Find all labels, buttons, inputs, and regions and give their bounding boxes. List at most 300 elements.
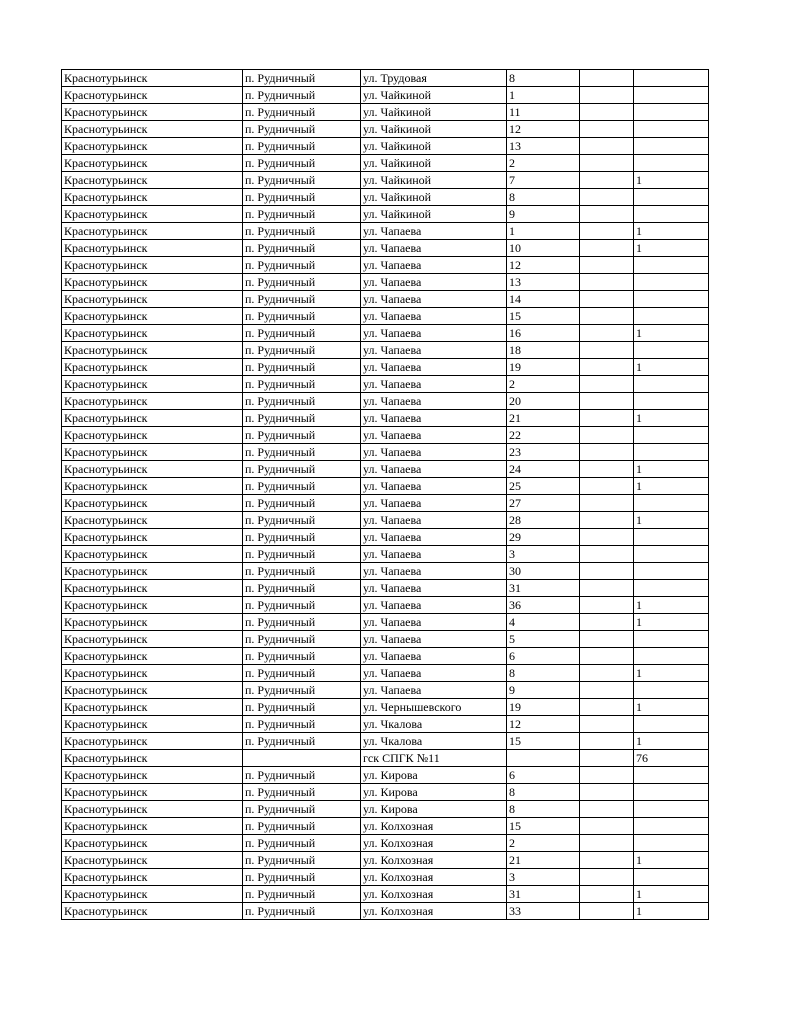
house-number-cell: 36 xyxy=(507,597,580,614)
settlement-cell: п. Рудничный xyxy=(243,461,361,478)
house-number-cell: 2 xyxy=(507,376,580,393)
count-cell xyxy=(634,257,709,274)
empty-cell xyxy=(580,138,634,155)
house-number-cell: 22 xyxy=(507,427,580,444)
empty-cell xyxy=(580,495,634,512)
empty-cell xyxy=(580,87,634,104)
empty-cell xyxy=(580,648,634,665)
street-cell: ул. Чапаева xyxy=(361,240,507,257)
table-row xyxy=(62,512,709,529)
count-cell xyxy=(634,716,709,733)
count-cell xyxy=(634,495,709,512)
table-row xyxy=(62,631,709,648)
table-row xyxy=(62,835,709,852)
table-row xyxy=(62,852,709,869)
house-number-cell: 31 xyxy=(507,580,580,597)
table-row xyxy=(62,189,709,206)
street-cell: ул. Чапаева xyxy=(361,580,507,597)
table-row xyxy=(62,393,709,410)
house-number-cell: 30 xyxy=(507,563,580,580)
table-row xyxy=(62,206,709,223)
city-cell: Краснотурьинск xyxy=(62,529,243,546)
table-row xyxy=(62,359,709,376)
table-row xyxy=(62,325,709,342)
house-number-cell: 12 xyxy=(507,121,580,138)
table-row xyxy=(62,546,709,563)
count-cell: 1 xyxy=(634,410,709,427)
count-cell: 1 xyxy=(634,733,709,750)
count-cell: 1 xyxy=(634,614,709,631)
house-number-cell: 13 xyxy=(507,274,580,291)
city-cell: Краснотурьинск xyxy=(62,886,243,903)
empty-cell xyxy=(580,529,634,546)
city-cell: Краснотурьинск xyxy=(62,716,243,733)
table-row xyxy=(62,291,709,308)
table-row xyxy=(62,886,709,903)
house-number-cell: 29 xyxy=(507,529,580,546)
street-cell: ул. Чапаева xyxy=(361,563,507,580)
house-number-cell: 6 xyxy=(507,767,580,784)
settlement-cell: п. Рудничный xyxy=(243,410,361,427)
count-cell xyxy=(634,682,709,699)
empty-cell xyxy=(580,801,634,818)
house-number-cell: 11 xyxy=(507,104,580,121)
empty-cell xyxy=(580,580,634,597)
settlement-cell: п. Рудничный xyxy=(243,801,361,818)
street-cell: ул. Колхозная xyxy=(361,818,507,835)
count-cell xyxy=(634,563,709,580)
street-cell: ул. Чапаева xyxy=(361,665,507,682)
table-row xyxy=(62,682,709,699)
count-cell: 1 xyxy=(634,223,709,240)
settlement-cell: п. Рудничный xyxy=(243,240,361,257)
count-cell xyxy=(634,869,709,886)
city-cell: Краснотурьинск xyxy=(62,648,243,665)
house-number-cell: 27 xyxy=(507,495,580,512)
city-cell: Краснотурьинск xyxy=(62,427,243,444)
settlement-cell: п. Рудничный xyxy=(243,665,361,682)
count-cell: 1 xyxy=(634,597,709,614)
street-cell: ул. Чапаева xyxy=(361,325,507,342)
street-cell: ул. Колхозная xyxy=(361,903,507,920)
settlement-cell: п. Рудничный xyxy=(243,852,361,869)
house-number-cell: 9 xyxy=(507,682,580,699)
table-row xyxy=(62,308,709,325)
table-row xyxy=(62,70,709,87)
table-row xyxy=(62,155,709,172)
city-cell: Краснотурьинск xyxy=(62,767,243,784)
house-number-cell: 21 xyxy=(507,852,580,869)
city-cell: Краснотурьинск xyxy=(62,461,243,478)
count-cell xyxy=(634,784,709,801)
table-row xyxy=(62,444,709,461)
count-cell xyxy=(634,104,709,121)
count-cell xyxy=(634,648,709,665)
city-cell: Краснотурьинск xyxy=(62,444,243,461)
house-number-cell: 6 xyxy=(507,648,580,665)
settlement-cell xyxy=(243,750,361,767)
city-cell: Краснотурьинск xyxy=(62,104,243,121)
city-cell: Краснотурьинск xyxy=(62,614,243,631)
street-cell: ул. Чайкиной xyxy=(361,87,507,104)
street-cell: ул. Чапаева xyxy=(361,597,507,614)
table-row xyxy=(62,580,709,597)
table-row xyxy=(62,104,709,121)
count-cell: 1 xyxy=(634,172,709,189)
street-cell: ул. Чайкиной xyxy=(361,121,507,138)
empty-cell xyxy=(580,189,634,206)
city-cell: Краснотурьинск xyxy=(62,172,243,189)
city-cell: Краснотурьинск xyxy=(62,308,243,325)
table-row xyxy=(62,665,709,682)
empty-cell xyxy=(580,784,634,801)
street-cell: ул. Чайкиной xyxy=(361,155,507,172)
house-number-cell: 14 xyxy=(507,291,580,308)
table-row xyxy=(62,121,709,138)
settlement-cell: п. Рудничный xyxy=(243,903,361,920)
house-number-cell: 9 xyxy=(507,206,580,223)
count-cell xyxy=(634,835,709,852)
city-cell: Краснотурьинск xyxy=(62,699,243,716)
table-row xyxy=(62,801,709,818)
table-row xyxy=(62,716,709,733)
table-row xyxy=(62,563,709,580)
settlement-cell: п. Рудничный xyxy=(243,818,361,835)
settlement-cell: п. Рудничный xyxy=(243,699,361,716)
count-cell: 76 xyxy=(634,750,709,767)
count-cell xyxy=(634,87,709,104)
count-cell xyxy=(634,342,709,359)
count-cell xyxy=(634,155,709,172)
house-number-cell: 8 xyxy=(507,801,580,818)
empty-cell xyxy=(580,546,634,563)
settlement-cell: п. Рудничный xyxy=(243,359,361,376)
settlement-cell: п. Рудничный xyxy=(243,733,361,750)
settlement-cell: п. Рудничный xyxy=(243,325,361,342)
empty-cell xyxy=(580,393,634,410)
empty-cell xyxy=(580,206,634,223)
city-cell: Краснотурьинск xyxy=(62,223,243,240)
street-cell: ул. Чапаева xyxy=(361,444,507,461)
city-cell: Краснотурьинск xyxy=(62,325,243,342)
street-cell: ул. Колхозная xyxy=(361,869,507,886)
house-number-cell: 8 xyxy=(507,665,580,682)
count-cell xyxy=(634,206,709,223)
street-cell: ул. Чапаева xyxy=(361,393,507,410)
table-row xyxy=(62,903,709,920)
street-cell: ул. Чапаева xyxy=(361,495,507,512)
count-cell xyxy=(634,70,709,87)
count-cell: 1 xyxy=(634,512,709,529)
house-number-cell: 20 xyxy=(507,393,580,410)
table-row xyxy=(62,767,709,784)
empty-cell xyxy=(580,716,634,733)
settlement-cell: п. Рудничный xyxy=(243,342,361,359)
house-number-cell: 12 xyxy=(507,716,580,733)
city-cell: Краснотурьинск xyxy=(62,189,243,206)
street-cell: ул. Чапаева xyxy=(361,478,507,495)
city-cell: Краснотурьинск xyxy=(62,257,243,274)
empty-cell xyxy=(580,597,634,614)
table-row xyxy=(62,87,709,104)
settlement-cell: п. Рудничный xyxy=(243,257,361,274)
house-number-cell: 33 xyxy=(507,903,580,920)
empty-cell xyxy=(580,121,634,138)
street-cell: ул. Чапаева xyxy=(361,682,507,699)
street-cell: ул. Чапаева xyxy=(361,427,507,444)
street-cell: ул. Чапаева xyxy=(361,631,507,648)
settlement-cell: п. Рудничный xyxy=(243,682,361,699)
empty-cell xyxy=(580,665,634,682)
street-cell: ул. Чапаева xyxy=(361,223,507,240)
street-cell: ул. Чапаева xyxy=(361,359,507,376)
settlement-cell: п. Рудничный xyxy=(243,784,361,801)
house-number-cell: 7 xyxy=(507,172,580,189)
city-cell: Краснотурьинск xyxy=(62,665,243,682)
table-row xyxy=(62,461,709,478)
city-cell: Краснотурьинск xyxy=(62,835,243,852)
city-cell: Краснотурьинск xyxy=(62,852,243,869)
city-cell: Краснотурьинск xyxy=(62,274,243,291)
house-number-cell: 15 xyxy=(507,818,580,835)
house-number-cell: 5 xyxy=(507,631,580,648)
table-row xyxy=(62,733,709,750)
street-cell: ул. Чайкиной xyxy=(361,104,507,121)
house-number-cell: 12 xyxy=(507,257,580,274)
settlement-cell: п. Рудничный xyxy=(243,835,361,852)
street-cell: ул. Чапаева xyxy=(361,529,507,546)
house-number-cell: 8 xyxy=(507,784,580,801)
table-row xyxy=(62,750,709,767)
house-number-cell: 18 xyxy=(507,342,580,359)
count-cell xyxy=(634,580,709,597)
count-cell xyxy=(634,767,709,784)
city-cell: Краснотурьинск xyxy=(62,818,243,835)
empty-cell xyxy=(580,835,634,852)
empty-cell xyxy=(580,478,634,495)
street-cell: ул. Колхозная xyxy=(361,886,507,903)
street-cell: гск СПГК №11 xyxy=(361,750,507,767)
empty-cell xyxy=(580,563,634,580)
house-number-cell: 19 xyxy=(507,359,580,376)
settlement-cell: п. Рудничный xyxy=(243,87,361,104)
count-cell xyxy=(634,393,709,410)
settlement-cell: п. Рудничный xyxy=(243,189,361,206)
empty-cell xyxy=(580,886,634,903)
house-number-cell xyxy=(507,750,580,767)
settlement-cell: п. Рудничный xyxy=(243,155,361,172)
city-cell: Краснотурьинск xyxy=(62,903,243,920)
settlement-cell: п. Рудничный xyxy=(243,223,361,240)
empty-cell xyxy=(580,461,634,478)
count-cell xyxy=(634,818,709,835)
city-cell: Краснотурьинск xyxy=(62,733,243,750)
settlement-cell: п. Рудничный xyxy=(243,546,361,563)
city-cell: Краснотурьинск xyxy=(62,546,243,563)
empty-cell xyxy=(580,512,634,529)
table-row xyxy=(62,648,709,665)
city-cell: Краснотурьинск xyxy=(62,87,243,104)
table-row xyxy=(62,818,709,835)
table-row xyxy=(62,172,709,189)
empty-cell xyxy=(580,750,634,767)
empty-cell xyxy=(580,172,634,189)
city-cell: Краснотурьинск xyxy=(62,240,243,257)
street-cell: ул. Кирова xyxy=(361,767,507,784)
settlement-cell: п. Рудничный xyxy=(243,70,361,87)
city-cell: Краснотурьинск xyxy=(62,121,243,138)
street-cell: ул. Кирова xyxy=(361,784,507,801)
house-number-cell: 15 xyxy=(507,308,580,325)
city-cell: Краснотурьинск xyxy=(62,410,243,427)
empty-cell xyxy=(580,869,634,886)
house-number-cell: 1 xyxy=(507,87,580,104)
city-cell: Краснотурьинск xyxy=(62,342,243,359)
city-cell: Краснотурьинск xyxy=(62,801,243,818)
street-cell: ул. Чкалова xyxy=(361,716,507,733)
count-cell xyxy=(634,291,709,308)
settlement-cell: п. Рудничный xyxy=(243,308,361,325)
street-cell: ул. Кирова xyxy=(361,801,507,818)
city-cell: Краснотурьинск xyxy=(62,70,243,87)
count-cell xyxy=(634,444,709,461)
empty-cell xyxy=(580,342,634,359)
house-number-cell: 24 xyxy=(507,461,580,478)
street-cell: ул. Чайкиной xyxy=(361,189,507,206)
city-cell: Краснотурьинск xyxy=(62,580,243,597)
empty-cell xyxy=(580,699,634,716)
empty-cell xyxy=(580,70,634,87)
settlement-cell: п. Рудничный xyxy=(243,393,361,410)
city-cell: Краснотурьинск xyxy=(62,495,243,512)
house-number-cell: 3 xyxy=(507,869,580,886)
settlement-cell: п. Рудничный xyxy=(243,138,361,155)
settlement-cell: п. Рудничный xyxy=(243,274,361,291)
empty-cell xyxy=(580,223,634,240)
settlement-cell: п. Рудничный xyxy=(243,648,361,665)
table-row xyxy=(62,342,709,359)
table-row xyxy=(62,699,709,716)
street-cell: ул. Колхозная xyxy=(361,835,507,852)
city-cell: Краснотурьинск xyxy=(62,631,243,648)
city-cell: Краснотурьинск xyxy=(62,359,243,376)
count-cell: 1 xyxy=(634,240,709,257)
house-number-cell: 15 xyxy=(507,733,580,750)
address-table xyxy=(61,69,709,920)
empty-cell xyxy=(580,852,634,869)
empty-cell xyxy=(580,104,634,121)
house-number-cell: 8 xyxy=(507,70,580,87)
count-cell xyxy=(634,546,709,563)
count-cell xyxy=(634,121,709,138)
street-cell: ул. Трудовая xyxy=(361,70,507,87)
street-cell: ул. Чапаева xyxy=(361,257,507,274)
house-number-cell: 31 xyxy=(507,886,580,903)
house-number-cell: 8 xyxy=(507,189,580,206)
settlement-cell: п. Рудничный xyxy=(243,886,361,903)
street-cell: ул. Чайкиной xyxy=(361,172,507,189)
house-number-cell: 1 xyxy=(507,223,580,240)
street-cell: ул. Чайкиной xyxy=(361,138,507,155)
table-row xyxy=(62,478,709,495)
address-table-body xyxy=(62,70,709,920)
city-cell: Краснотурьинск xyxy=(62,597,243,614)
count-cell: 1 xyxy=(634,461,709,478)
house-number-cell: 2 xyxy=(507,155,580,172)
empty-cell xyxy=(580,308,634,325)
street-cell: ул. Колхозная xyxy=(361,852,507,869)
settlement-cell: п. Рудничный xyxy=(243,376,361,393)
street-cell: ул. Чапаева xyxy=(361,342,507,359)
house-number-cell: 2 xyxy=(507,835,580,852)
street-cell: ул. Чапаева xyxy=(361,376,507,393)
street-cell: ул. Чапаева xyxy=(361,291,507,308)
empty-cell xyxy=(580,325,634,342)
city-cell: Краснотурьинск xyxy=(62,563,243,580)
city-cell: Краснотурьинск xyxy=(62,512,243,529)
count-cell xyxy=(634,427,709,444)
empty-cell xyxy=(580,376,634,393)
city-cell: Краснотурьинск xyxy=(62,138,243,155)
table-row xyxy=(62,784,709,801)
settlement-cell: п. Рудничный xyxy=(243,529,361,546)
table-row xyxy=(62,257,709,274)
street-cell: ул. Чайкиной xyxy=(361,206,507,223)
settlement-cell: п. Рудничный xyxy=(243,597,361,614)
street-cell: ул. Чапаева xyxy=(361,546,507,563)
city-cell: Краснотурьинск xyxy=(62,206,243,223)
table-row xyxy=(62,529,709,546)
count-cell: 1 xyxy=(634,325,709,342)
street-cell: ул. Чкалова xyxy=(361,733,507,750)
city-cell: Краснотурьинск xyxy=(62,478,243,495)
settlement-cell: п. Рудничный xyxy=(243,512,361,529)
table-row xyxy=(62,495,709,512)
house-number-cell: 19 xyxy=(507,699,580,716)
empty-cell xyxy=(580,767,634,784)
settlement-cell: п. Рудничный xyxy=(243,291,361,308)
table-row xyxy=(62,614,709,631)
table-row xyxy=(62,597,709,614)
count-cell: 1 xyxy=(634,359,709,376)
settlement-cell: п. Рудничный xyxy=(243,478,361,495)
empty-cell xyxy=(580,359,634,376)
house-number-cell: 10 xyxy=(507,240,580,257)
city-cell: Краснотурьинск xyxy=(62,750,243,767)
table-row xyxy=(62,410,709,427)
table-row xyxy=(62,274,709,291)
house-number-cell: 23 xyxy=(507,444,580,461)
settlement-cell: п. Рудничный xyxy=(243,121,361,138)
empty-cell xyxy=(580,427,634,444)
settlement-cell: п. Рудничный xyxy=(243,444,361,461)
table-row xyxy=(62,376,709,393)
settlement-cell: п. Рудничный xyxy=(243,580,361,597)
empty-cell xyxy=(580,257,634,274)
empty-cell xyxy=(580,410,634,427)
settlement-cell: п. Рудничный xyxy=(243,104,361,121)
count-cell xyxy=(634,801,709,818)
street-cell: ул. Чапаева xyxy=(361,614,507,631)
count-cell xyxy=(634,308,709,325)
settlement-cell: п. Рудничный xyxy=(243,767,361,784)
empty-cell xyxy=(580,682,634,699)
settlement-cell: п. Рудничный xyxy=(243,614,361,631)
table-row xyxy=(62,223,709,240)
count-cell: 1 xyxy=(634,852,709,869)
house-number-cell: 16 xyxy=(507,325,580,342)
settlement-cell: п. Рудничный xyxy=(243,716,361,733)
